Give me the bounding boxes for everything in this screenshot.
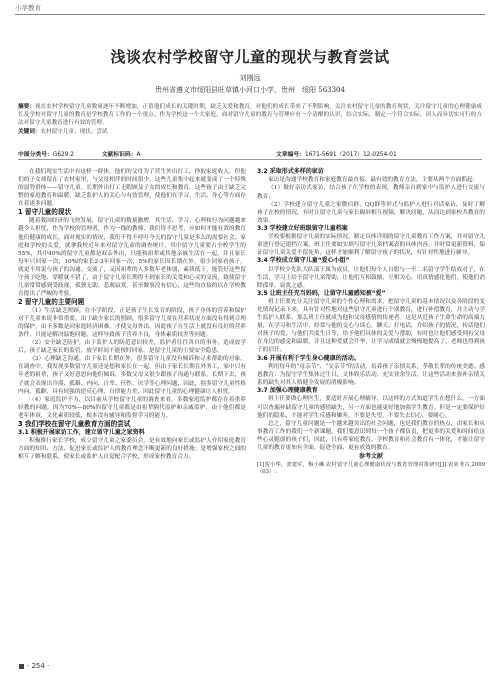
body-paragraph: 利用每年的“母亲节”、“父亲节”的活动，培养孩子亲情关系，孝敬长辈的传统美德；感恩教育：为留守学生集体过生日，文体娱乐活动，充实业余生活，让这些活动来弥补亲情关系的缺失对其人格健全发展的消极影响。 — [257, 363, 485, 387]
subsection-heading: 3.1 积极开展家访工作，建立留守儿童之家资料 — [18, 428, 145, 436]
body-column-left — [18, 168, 246, 462]
doc-code-label: 文献标识码： — [101, 152, 137, 158]
body-paragraph: （4）家庭监护不力，以目前从学校留守儿童的调查来看，多数家庭监护都存在着重养轻教的问题，因为70%—80%的留守儿童都是由祖辈隔代监护和亲戚监护，由于他们都是老年体衰，文化素质较低，根本没有辅导和监督学习的能力。 — [18, 396, 246, 419]
body-paragraph: 家访是沟通学校教育和家庭教育最直接、最有效的教育方法，主要从两个方面抓起： — [268, 177, 479, 184]
section-heading: 1 留守儿童的现状 — [18, 208, 72, 217]
subsection-heading: 3.4 学校成立留守儿童“爱心小组” — [257, 257, 350, 265]
page-marker-icon — [19, 664, 24, 669]
clc-value: G629.2 — [52, 152, 74, 158]
subsection-heading: 3.3 学校建立好班级留守儿童档案 — [257, 224, 348, 232]
intro-paragraph: 在我们现实生活中有这样一群体，他们的父母为了营生外出打工，挣取家庭收入，但他们的子女却留在了农村家里，与父母相伴的时间很少。这些儿童集中起来就变成了一个特殊的弱势群体——留守儿童。长期外出打工无暇顾及子女的成长和教育，这些孩子由于缺乏完整的家庭教育和温暖，缺乏监护人的关心与有效管理，使他们在学习、生活、身心等方面存在着诸多问题。 — [18, 169, 246, 208]
classification-row — [18, 149, 482, 158]
body-paragraph: （3）心理缺乏沟通。由于家长长期在外，很多留守儿童没有倾诉和寻求帮助的对象，在调查中，我发现多数留守儿童还是想和家长在一起，但由于家长长期在外务工，家中只有年老的祖辈，孩子又好意思向他们倾诉，多数父母又很少跟孩子沟通与联系，长期下去，孩子就会表现出冷漠、孤僻、内向、自卑、任性、厌学等心理问题，因此，很多留守儿童性格内向、孤僻，具有较强的逆反心理，自律能力差，因此留守儿童的心理健康让人担忧。 — [18, 356, 246, 395]
body-paragraph: 班主任要做心理医生，要适时开展心理辅导，以这样的方式知道学生在想什么。一方面可以查漏补缺留守儿童的感情缺失，另一方面也能更好地加强学生教育。但是一定要保护好他们的隐私，不能对学生反感和嫌弃，不要是失望，不要失去信心，要耐心。 — [257, 396, 485, 419]
subsection-heading: 3.2 采取形式多样的家访 — [257, 168, 324, 175]
body-paragraph: （2）学校建立留守儿童之家微信群、QQ群等形式与监护人进行对话家访，及时了解孩子在校的情况，有时让留守儿童与家长隔屏相互视频，解决问题，从而达到家校共教育的效果。 — [257, 201, 485, 224]
reference-item: [1]贺小华，张建军，梅小琳.农村留守儿童心理健康状况与教育管理对策研究[J].农业考古,2009（03）. — [257, 461, 485, 476]
doc-code-value: A — [136, 152, 141, 158]
article-number: 文章编号：1671-5691（2017）12-0254-01 — [276, 152, 397, 158]
subsection-heading: 3.5 让班主任充当妈妈，让留守儿童感知被“爱” — [257, 289, 386, 297]
body-paragraph: 班主任要充分关注留守儿童的个性心理和需求，把留守儿童的基本情况以及各阶段的变化情况记录下来，具有针对性地对这些留守儿童进行个别教育，进行补偿教育，并主动与学生监护人联系，那么班主任就成为他和父母感情的传递者。这是从近孩子生命生命的高端力量，在学习和生活中，经常与他的交心与谈心，聊天、打电话，介绍孩子的情况，传话他们对孩子的爱，与他们共度生日等，给予他们具体的关爱与帮助，有时也让他们感受到有父母在身边的感觉和温暖，并且这种爱就会升华，让学习成绩就会慢慢地提高了，老师也得到孩子的信任。 — [257, 299, 485, 354]
article-author: 刘刚远 — [239, 74, 261, 82]
section-heading: 3 我们学校在留守儿童教育方面的尝试 — [18, 419, 131, 428]
references-heading: 参考文献 — [358, 452, 383, 460]
body-paragraph: 随着我国经济的飞快发展，留守儿童的数量激增，其生活、学习、心理和行为问题越来越令人担忧，作为学校的管理者，作为一线的教师，我们得不思考，应如何才能有效的教育他们健康的成长。面对现实的情况，我们不得不呼吁今天的留守儿童是多么的需要社会、家庭和学校的关爱。就拿我校近年来对留守儿童的调查统计，其中留守儿童要占全校学生的55%，其中40%的留守儿童都是双亲外出，只能和祖辈或其他亲戚生活在一起，并且家长每年只回家一次，10%的家长2-3年回家一次，5%的家长因长期在外，很少回家看孩子，就更不用说与孩子的沟通、交流了，又因祖辈的人多数年老体弱，素质低下，能管好这些留守孩子吃饱、穿暖就不错了，由于留守儿童长期得不到家长的关爱和心灵的交流，致使留守儿童常常感到受歧视、孤独无助、悲观寂寞，甚至做事没有信心，这些均直接的以在学校教育提出了严峻的考验。 — [18, 218, 246, 297]
meta-divider — [18, 159, 482, 160]
article-title: 浅谈农村学校留守儿童的现状与教育尝试 — [110, 48, 390, 66]
subsection-heading: 3.6 开展有利于学生身心健康的活动。 — [257, 354, 360, 362]
body-paragraph: （1）做好亲访式家访，结合孩子在学校的表现，教师亲自到家中与监护人进行交流与教育； — [257, 185, 485, 200]
section-heading: 2 留守儿童的主要问题 — [18, 297, 85, 306]
article-affiliation: 贵州省遵义市绥阳县旺草镇小河口小学，贵州 绥阳 563304 — [155, 86, 345, 94]
body-paragraph: 以学校少先队大队部下属为成员，让他们每个人自愿与一至二名留守学生结成对子，在生活、学习上给予留守儿童帮助，让他们互相鼓励、互相关心、用真情感化他们，使他们消除孤单、寂寞之感。 — [257, 266, 485, 289]
header-divider — [15, 14, 485, 15]
abstract-block — [18, 103, 482, 136]
subsection-heading: 3.7 加强心理健康教育 — [257, 387, 318, 395]
body-paragraph: （1）生活缺乏照顾。在小学阶段，正是孩子生长发育的阶段，孩子身体的营养和保护对于儿童来说非常重要，由于缺少家长的照顾，很多留守儿童在营养状况方面没有得到合理的保护，由于多数是因家庭经济困难，才使父母外出，因此孩子在生活上就没有良好的营养条件，只能是解决温饱问题，这样导致孩子营养不良，身体素质较差等问题。 — [18, 308, 246, 339]
clc-label: 中图分类号： — [18, 152, 53, 158]
keywords-label: 关键词： — [18, 128, 41, 135]
body-column-right — [257, 168, 485, 477]
body-paragraph: （2）安全缺乏防护。由于监护人的防范意识较差，监护者往往各自的事务，造成放学后，孩子缺乏家长的监管，放学时间不能按时回家，是留守儿童的主要安全隐患。 — [18, 340, 246, 355]
abstract-label: 摘要： — [18, 104, 35, 110]
page-number: · 254 · — [19, 662, 49, 670]
keywords-text: 农村留守儿童；现状；尝试 — [40, 128, 108, 135]
conclusion-paragraph: 总之，留守儿童问题是一个越来越突出的社会问题，也是我们教育的热点，由家长和从事教育工作的我们一个新课题，我们要意识到每一个孩子都负责，把更多的关爱和时间给这些心灵脆弱的孩子们，因此，只有将家庭教育、学校教育和社会教育有一体化，才能让留守儿童的教育更加有全面，促进全面、更有成效的教育。 — [257, 420, 485, 451]
body-paragraph: 积极推行家长学校，成立留守儿童之家委员会，是有效地向家长或监护人介绍家庭教育方面的知识、方法，促进家长或监护人的教育理念不断更新的良好措施；是增强家校之间的相互了解和联系，使家长或监护人自觉配合学校，形成家校教育合力。 — [18, 438, 246, 461]
journal-section-label: 小学教育 — [15, 4, 41, 12]
body-paragraph: 学校要根据留守儿童的实际情况，制定具体详细的留守儿童教育工作方案，并对留守儿童进行登记建档立案，班主任要如实填写留守儿童档案表的具体内容，并时常更新资料，保证留守儿童关爱不留死角，这样才能顺利了解留守孩子的状况，有针对性地进行辅导。 — [257, 234, 485, 257]
abstract-text: 现在农村学校留守儿童数量逐年不断增加，正值他们成长的关键时期，缺乏关爱和教育，对他们的成长带来了不利影响。关注农村留守儿童的教育现状，关注留守儿童的心理健康成长及学校对留守儿童的教育是学校教育工作的一个重点。作为学校这一个大家庭，面对留守儿童的教育与管理应有一个清醒的认识，结合实际，制定一个符合实际、因人而异切实可行的方法对留守儿童教育进行有效的管理。 — [18, 104, 482, 127]
